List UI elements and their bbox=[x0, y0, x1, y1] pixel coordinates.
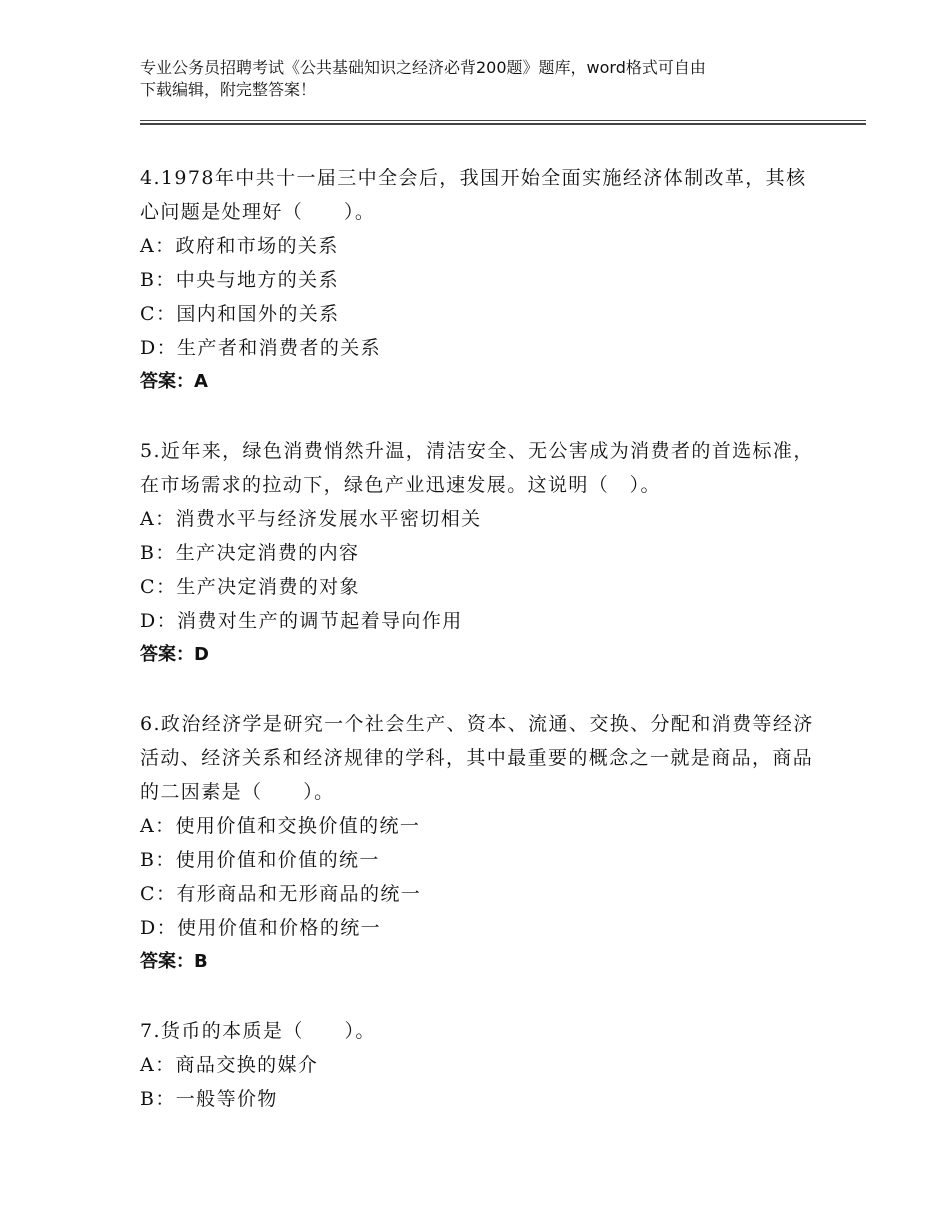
option-b: B：使用价值和价值的统一 bbox=[140, 849, 380, 871]
option-b: B：生产决定消费的内容 bbox=[140, 542, 360, 564]
question-stem: 5.近年来，绿色消费悄然升温，清洁安全、无公害成为消费者的首选标准，在市场需求的拉动下，绿色产业迅速发展。这说明（ ）。 bbox=[140, 440, 814, 496]
answer: 答案：D bbox=[140, 644, 209, 665]
option-c: C：生产决定消费的对象 bbox=[140, 576, 360, 598]
document-header bbox=[140, 57, 820, 101]
option-b: B：中央与地方的关系 bbox=[140, 269, 339, 291]
option-a: A：政府和市场的关系 bbox=[140, 235, 339, 257]
option-d: D：生产者和消费者的关系 bbox=[140, 337, 382, 359]
option-a: A：商品交换的媒介 bbox=[140, 1054, 319, 1076]
question-stem: 7.货币的本质是（ ）。 bbox=[140, 1020, 376, 1042]
option-d: D：使用价值和价格的统一 bbox=[140, 917, 382, 939]
question-5 bbox=[140, 434, 820, 672]
answer: 答案：A bbox=[140, 371, 208, 392]
question-stem: 4.1978年中共十一届三中全会后，我国开始全面实施经济体制改革，其核心问题是处理好（ ）。 bbox=[140, 167, 807, 223]
option-b: B：一般等价物 bbox=[140, 1088, 278, 1110]
header-line-2: 下载编辑，附完整答案！ bbox=[140, 80, 317, 99]
question-7 bbox=[140, 1014, 820, 1116]
option-c: C：国内和国外的关系 bbox=[140, 303, 340, 325]
header-divider bbox=[140, 120, 866, 125]
option-a: A：消费水平与经济发展水平密切相关 bbox=[140, 508, 482, 530]
option-a: A：使用价值和交换价值的统一 bbox=[140, 815, 421, 837]
option-d: D：消费对生产的调节起着导向作用 bbox=[140, 610, 463, 632]
answer: 答案：B bbox=[140, 951, 208, 972]
question-6 bbox=[140, 707, 820, 979]
question-stem: 6.政治经济学是研究一个社会生产、资本、流通、交换、分配和消费等经济活动、经济关系和经济规律的学科，其中最重要的概念之一就是商品，商品的二因素是（ ）。 bbox=[140, 713, 814, 803]
question-4 bbox=[140, 161, 820, 399]
option-c: C：有形商品和无形商品的统一 bbox=[140, 883, 422, 905]
header-line-1: 专业公务员招聘考试《公共基础知识之经济必背200题》题库，word格式可自由 bbox=[140, 58, 706, 77]
